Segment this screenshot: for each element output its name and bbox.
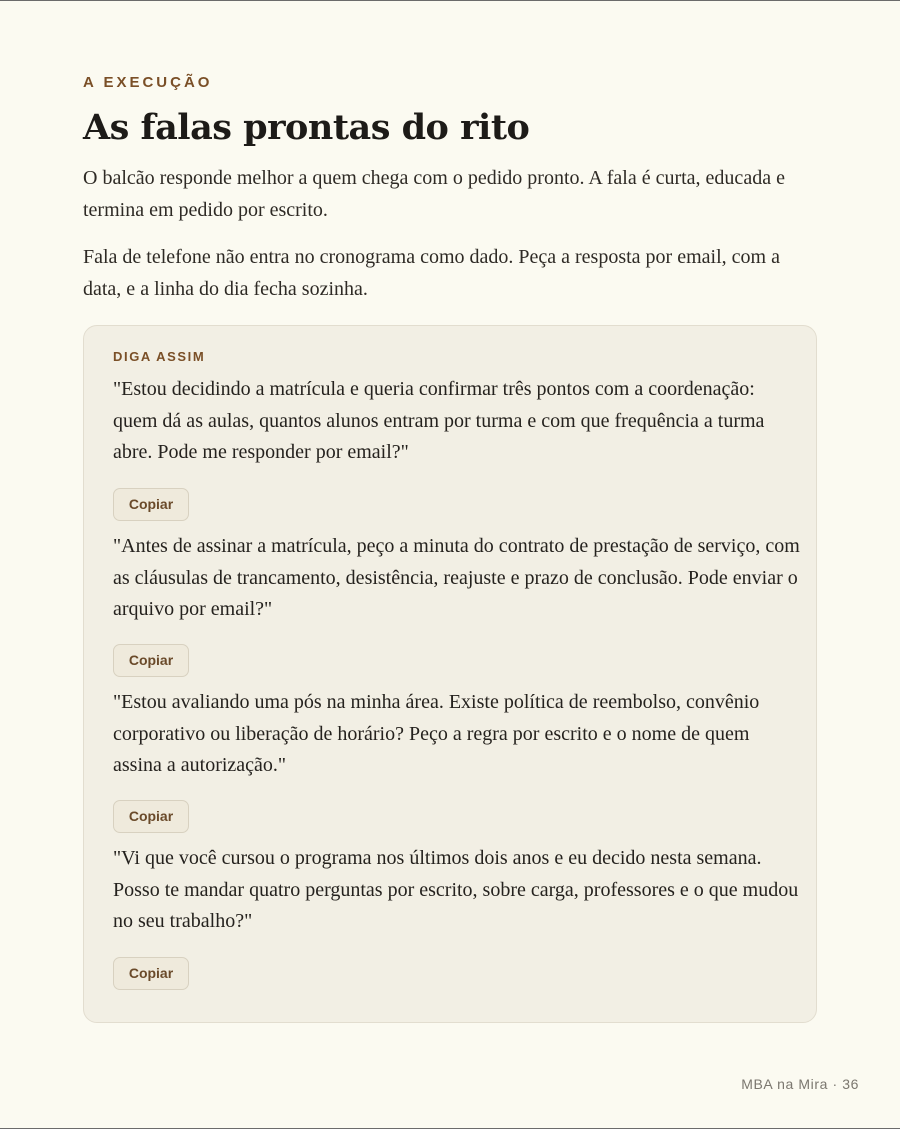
copy-button-coordination[interactable]: Copiar (113, 488, 189, 521)
section-kicker: A EXECUÇÃO (83, 74, 213, 91)
copy-button-reimbursement[interactable]: Copiar (113, 800, 189, 833)
script-quote-alumni: "Vi que você cursou o programa nos últimos dois anos e eu decido nesta semana. Posso te mandar quatro perguntas por escrito, sobre carga, professores e o que mudou no seu trabalho?" (113, 847, 799, 932)
scripts-card (83, 325, 817, 1023)
copy-button-contract[interactable]: Copiar (113, 644, 189, 677)
card-label: DIGA ASSIM (113, 349, 206, 364)
script-quote-reimbursement: "Estou avaliando uma pós na minha área. Existe política de reembolso, convênio corporativo ou liberação de horário? Peço a regra por escrito e o nome de quem assina a autorização." (113, 691, 760, 776)
phone-note-paragraph: Fala de telefone não entra no cronograma como dado. Peça a resposta por email, com a data, e a linha do dia fecha sozinha. (83, 246, 780, 300)
script-quote-contract: "Antes de assinar a matrícula, peço a minuta do contrato de prestação de serviço, com as cláusulas de trancamento, desistência, reajuste e prazo de conclusão. Pode enviar o arquivo por email?" (113, 535, 800, 620)
script-quote-coordination: "Estou decidindo a matrícula e queria confirmar três pontos com a coordenação: quem dá as aulas, quantos alunos entram por turma e com que frequência a turma abre. Pode me responder por email?" (113, 378, 765, 463)
page-footer: MBA na Mira · 36 (741, 1076, 859, 1092)
copy-button-alumni[interactable]: Copiar (113, 957, 189, 990)
page-title: As falas prontas do rito (83, 107, 530, 148)
intro-paragraph: O balcão responde melhor a quem chega com o pedido pronto. A fala é curta, educada e termina em pedido por escrito. (83, 167, 785, 221)
